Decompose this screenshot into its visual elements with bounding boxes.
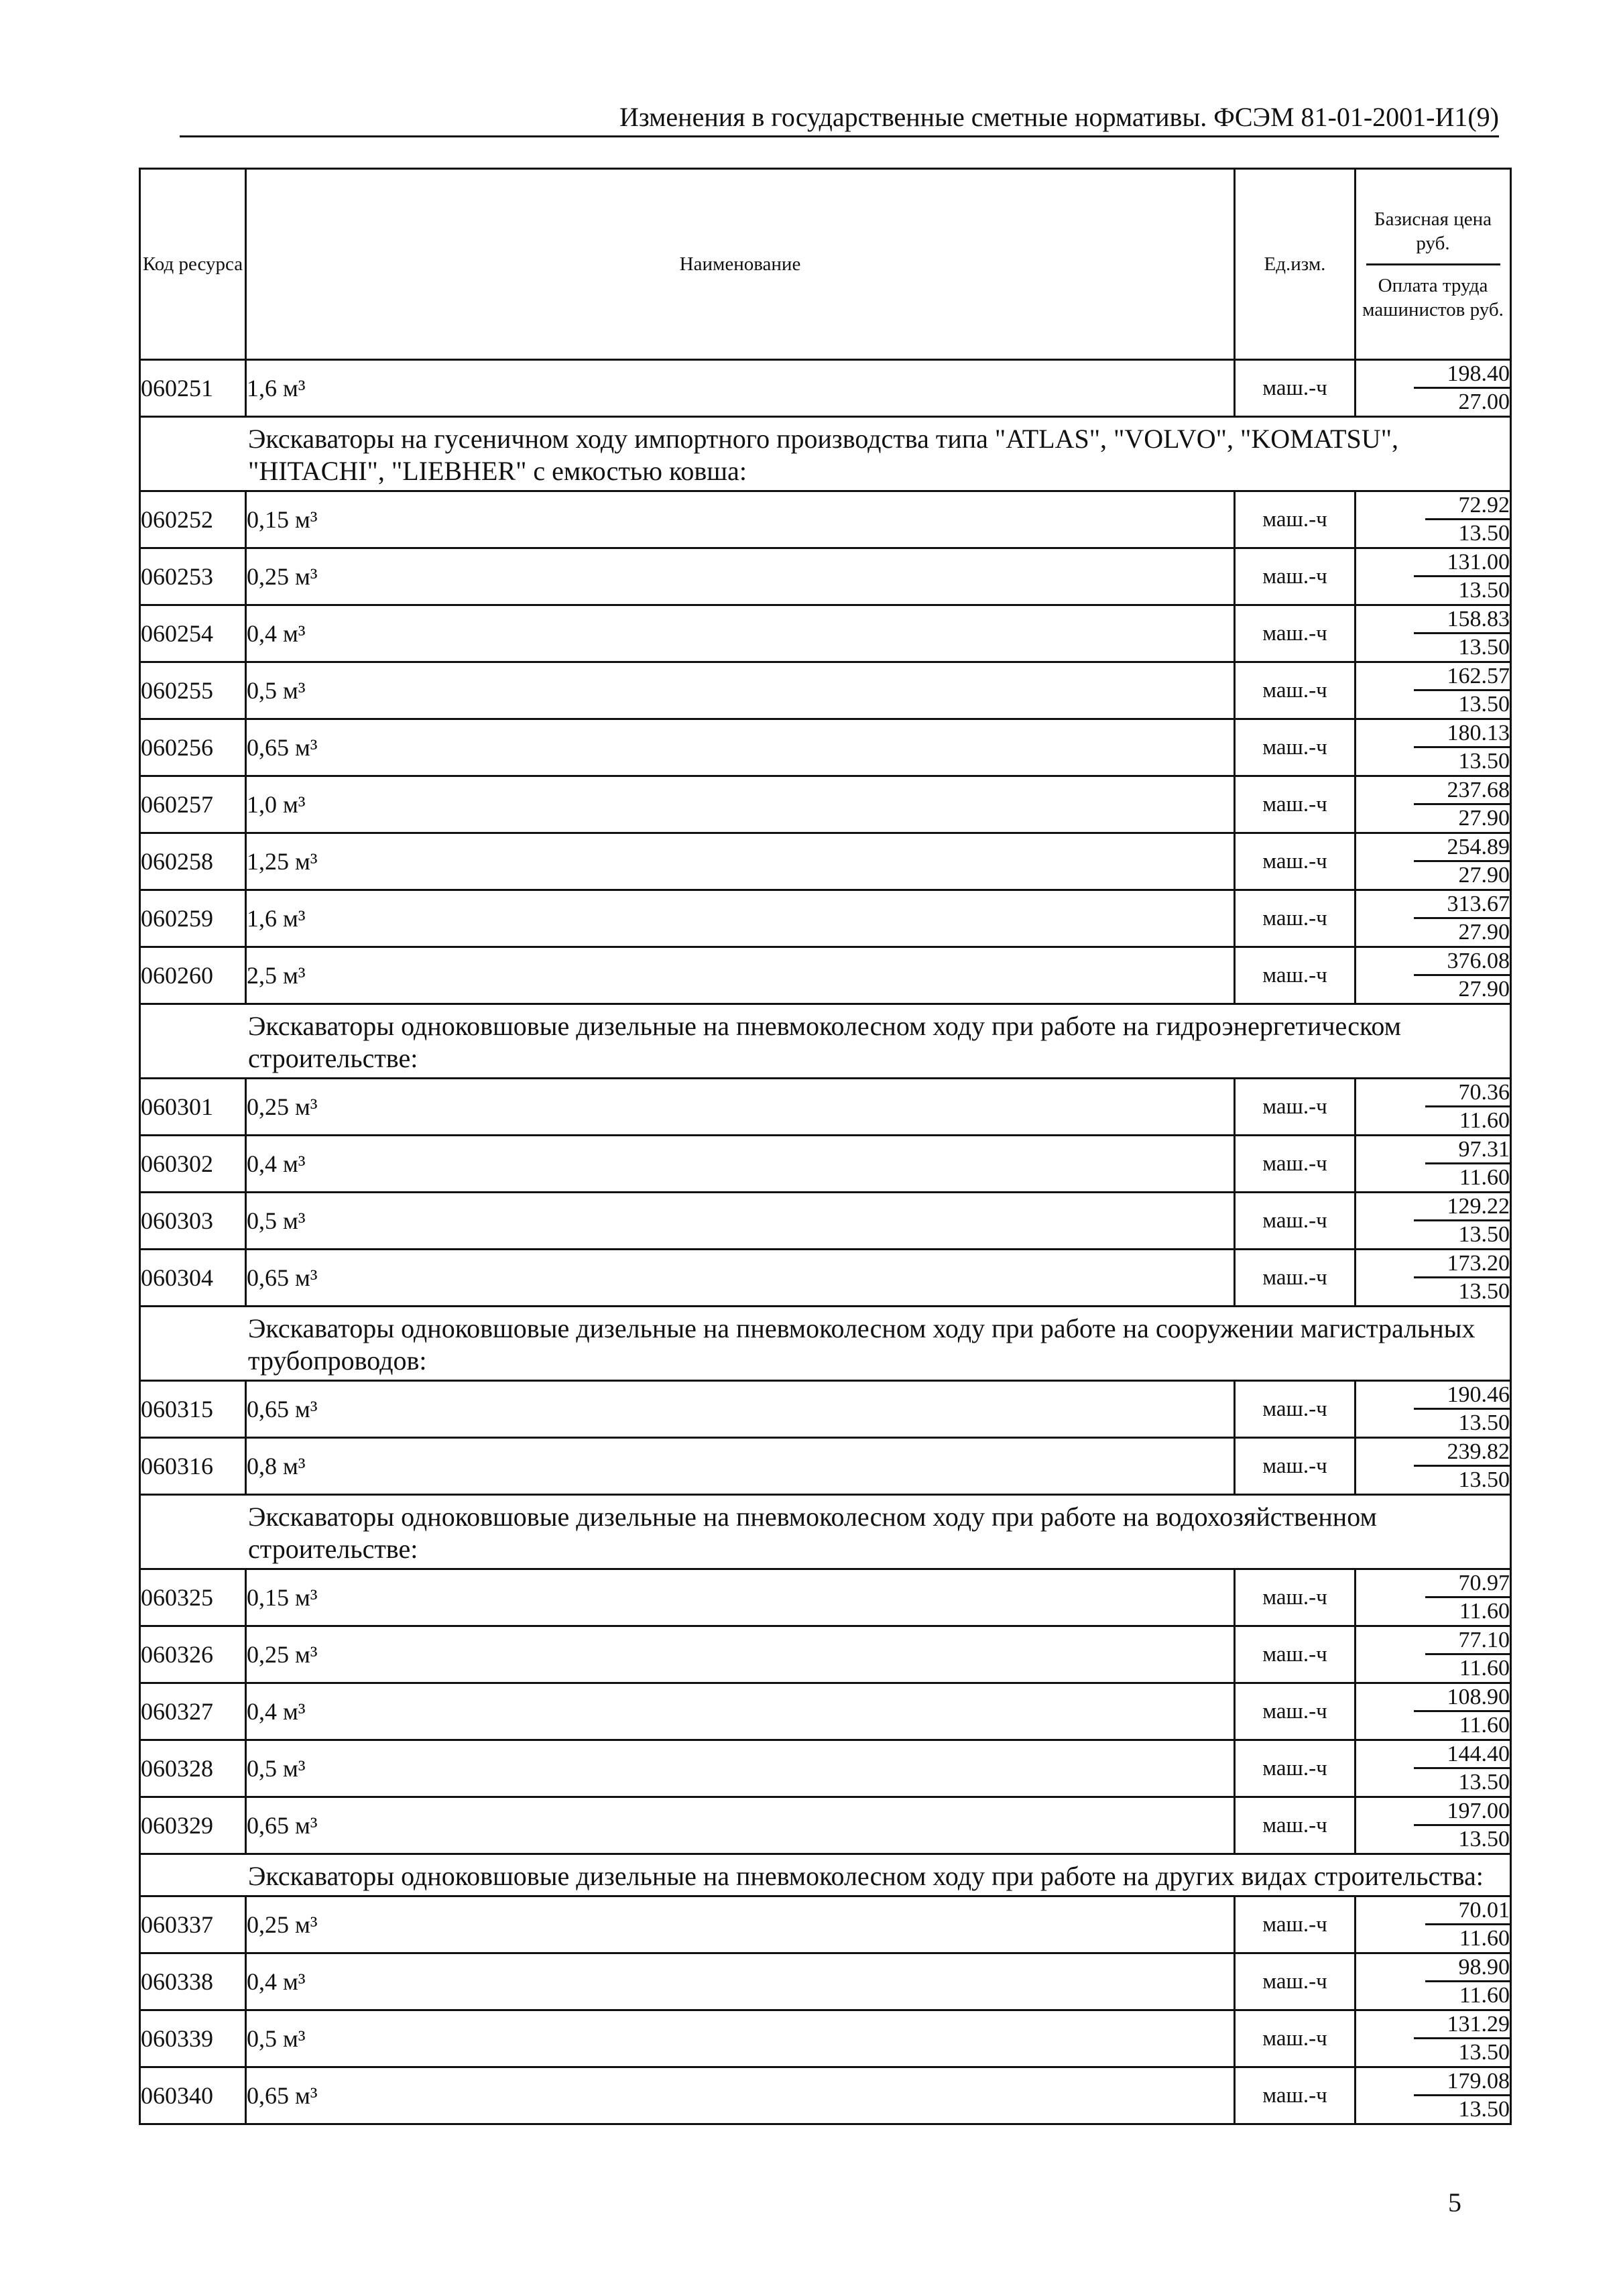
labor-cost: 13.50 [1458, 521, 1510, 546]
resource-name: 0,5 м³ [246, 1740, 1235, 1797]
labor-cost: 13.50 [1458, 749, 1510, 774]
resource-code: 060301 [140, 1079, 246, 1136]
resource-unit: маш.-ч [1235, 1136, 1356, 1193]
labor-cost: 11.60 [1459, 1108, 1510, 1133]
resource-code: 060259 [140, 890, 246, 947]
resource-name: 1,6 м³ [246, 890, 1235, 947]
resource-code: 060255 [140, 662, 246, 719]
base-price: 131.00 [1414, 550, 1510, 577]
group-heading-row [140, 1495, 1511, 1569]
resource-name: 0,4 м³ [246, 1683, 1235, 1740]
resource-unit: маш.-ч [1235, 1569, 1356, 1626]
resource-price-cell [1356, 890, 1511, 947]
resource-code: 060252 [140, 491, 246, 548]
resource-name: 1,6 м³ [246, 360, 1235, 417]
resource-unit: маш.-ч [1235, 1250, 1356, 1307]
labor-cost: 27.00 [1458, 389, 1510, 414]
labor-cost: 27.90 [1458, 863, 1510, 888]
base-price: 108.90 [1414, 1685, 1510, 1712]
resource-code: 060327 [140, 1683, 246, 1740]
resource-name: 0,4 м³ [246, 1136, 1235, 1193]
resource-name: 0,15 м³ [246, 1569, 1235, 1626]
resource-name: 0,4 м³ [246, 1953, 1235, 2010]
labor-cost: 27.90 [1458, 977, 1510, 1002]
resource-name: 0,15 м³ [246, 491, 1235, 548]
base-price: 313.67 [1414, 892, 1510, 919]
base-price: 70.01 [1425, 1898, 1510, 1925]
base-price: 237.68 [1414, 778, 1510, 805]
page-number: 5 [1448, 2187, 1461, 2218]
resource-name: 0,5 м³ [246, 1193, 1235, 1250]
table-row [140, 1797, 1511, 1854]
labor-cost: 11.60 [1459, 1713, 1510, 1738]
base-price: 198.40 [1414, 361, 1510, 389]
resource-code: 060302 [140, 1136, 246, 1193]
labor-cost: 27.90 [1458, 920, 1510, 945]
resource-code: 060328 [140, 1740, 246, 1797]
resource-unit: маш.-ч [1235, 1193, 1356, 1250]
column-header-unit: Ед.изм. [1235, 169, 1356, 360]
resource-unit: маш.-ч [1235, 1896, 1356, 1953]
column-header-labor-cost: Оплата труда машинистов руб. [1362, 274, 1504, 320]
table-row [140, 1569, 1511, 1626]
resource-code: 060316 [140, 1438, 246, 1495]
resource-name: 0,25 м³ [246, 1626, 1235, 1683]
labor-cost: 13.50 [1458, 635, 1510, 660]
resource-price-cell [1356, 1250, 1511, 1307]
column-header-name: Наименование [246, 169, 1235, 360]
resource-price-cell [1356, 1193, 1511, 1250]
base-price: 70.36 [1425, 1080, 1510, 1107]
group-heading: Экскаваторы одноковшовые дизельные на пневмоколесном ходу при работе на других видах строительства: [140, 1854, 1511, 1896]
labor-cost: 13.50 [1458, 2040, 1510, 2065]
labor-cost: 13.50 [1458, 1467, 1510, 1492]
labor-cost: 11.60 [1459, 1926, 1510, 1951]
resource-price-cell [1356, 947, 1511, 1004]
resource-code: 060340 [140, 2067, 246, 2124]
resource-code: 060315 [140, 1381, 246, 1438]
resource-price-cell [1356, 1438, 1511, 1495]
resource-code: 060253 [140, 548, 246, 605]
resource-price-cell [1356, 1797, 1511, 1854]
resource-price-cell [1356, 548, 1511, 605]
resource-unit: маш.-ч [1235, 2010, 1356, 2067]
resource-name: 0,65 м³ [246, 2067, 1235, 2124]
resource-price-cell [1356, 360, 1511, 417]
table-row [140, 776, 1511, 833]
table-row [140, 1740, 1511, 1797]
labor-cost: 13.50 [1458, 2097, 1510, 2122]
group-heading: Экскаваторы одноковшовые дизельные на пневмоколесном ходу при работе на гидроэнергетическом строительстве: [140, 1004, 1511, 1079]
group-heading: Экскаваторы на гусеничном ходу импортного производства типа "ATLAS", "VOLVO", "KOMATSU", "HITACHI", "LIEBHER" с емкостью ковша: [140, 417, 1511, 491]
resource-price-cell [1356, 2067, 1511, 2124]
resource-price-cell [1356, 1683, 1511, 1740]
labor-cost: 13.50 [1458, 1827, 1510, 1852]
resource-name: 2,5 м³ [246, 947, 1235, 1004]
resource-price-cell [1356, 1896, 1511, 1953]
labor-cost: 13.50 [1458, 1222, 1510, 1247]
resource-unit: маш.-ч [1235, 1683, 1356, 1740]
resource-code: 060304 [140, 1250, 246, 1307]
base-price: 180.13 [1414, 721, 1510, 748]
resource-code: 060338 [140, 1953, 246, 2010]
base-price: 376.08 [1414, 949, 1510, 976]
table-row [140, 1896, 1511, 1953]
resource-name: 0,65 м³ [246, 1381, 1235, 1438]
table-row [140, 1136, 1511, 1193]
group-heading-row [140, 1004, 1511, 1079]
resource-code: 060251 [140, 360, 246, 417]
resource-code: 060339 [140, 2010, 246, 2067]
base-price: 129.22 [1414, 1194, 1510, 1221]
resource-code: 060329 [140, 1797, 246, 1854]
labor-cost: 13.50 [1458, 1410, 1510, 1435]
resource-table [139, 168, 1512, 2125]
table-row [140, 890, 1511, 947]
base-price: 158.83 [1414, 607, 1510, 634]
resource-name: 0,25 м³ [246, 1079, 1235, 1136]
table-row [140, 1250, 1511, 1307]
resource-code: 060257 [140, 776, 246, 833]
resource-name: 0,65 м³ [246, 719, 1235, 776]
resource-unit: маш.-ч [1235, 776, 1356, 833]
table-row [140, 360, 1511, 417]
group-heading-row [140, 417, 1511, 491]
resource-code: 060254 [140, 605, 246, 662]
resource-name: 0,25 м³ [246, 548, 1235, 605]
labor-cost: 27.90 [1458, 806, 1510, 831]
column-header-base-price: Базисная цена руб. [1374, 208, 1492, 254]
resource-unit: маш.-ч [1235, 890, 1356, 947]
base-price: 197.00 [1414, 1799, 1510, 1826]
resource-price-cell [1356, 1626, 1511, 1683]
resource-price-cell [1356, 2010, 1511, 2067]
resource-code: 060303 [140, 1193, 246, 1250]
table-row [140, 662, 1511, 719]
labor-cost: 13.50 [1458, 578, 1510, 603]
base-price: 239.82 [1414, 1439, 1510, 1467]
resource-name: 0,8 м³ [246, 1438, 1235, 1495]
resource-code: 060256 [140, 719, 246, 776]
resource-price-cell [1356, 1569, 1511, 1626]
table-row [140, 1438, 1511, 1495]
resource-unit: маш.-ч [1235, 548, 1356, 605]
table-row [140, 2067, 1511, 2124]
resource-unit: маш.-ч [1235, 1438, 1356, 1495]
table-row [140, 491, 1511, 548]
table-row [140, 833, 1511, 890]
table-row [140, 2010, 1511, 2067]
resource-code: 060258 [140, 833, 246, 890]
resource-unit: маш.-ч [1235, 2067, 1356, 2124]
page-header [180, 101, 1499, 137]
table-row [140, 1079, 1511, 1136]
resource-code: 060326 [140, 1626, 246, 1683]
base-price: 162.57 [1414, 664, 1510, 691]
resource-code: 060325 [140, 1569, 246, 1626]
resource-price-cell [1356, 776, 1511, 833]
base-price: 97.31 [1425, 1137, 1510, 1164]
table-row [140, 1683, 1511, 1740]
base-price: 131.29 [1414, 2012, 1510, 2039]
resource-unit: маш.-ч [1235, 947, 1356, 1004]
base-price: 144.40 [1414, 1742, 1510, 1769]
resource-name: 1,25 м³ [246, 833, 1235, 890]
group-heading-row [140, 1854, 1511, 1896]
labor-cost: 11.60 [1459, 1165, 1510, 1190]
resource-code: 060260 [140, 947, 246, 1004]
resource-price-cell [1356, 833, 1511, 890]
resource-name: 0,65 м³ [246, 1797, 1235, 1854]
labor-cost: 13.50 [1458, 1279, 1510, 1304]
labor-cost: 13.50 [1458, 1770, 1510, 1795]
resource-price-cell [1356, 605, 1511, 662]
resource-code: 060337 [140, 1896, 246, 1953]
resource-unit: маш.-ч [1235, 833, 1356, 890]
resource-price-cell [1356, 719, 1511, 776]
resource-name: 0,4 м³ [246, 605, 1235, 662]
resource-unit: маш.-ч [1235, 605, 1356, 662]
group-heading: Экскаваторы одноковшовые дизельные на пневмоколесном ходу при работе на водохозяйственном строительстве: [140, 1495, 1511, 1569]
resource-name: 0,5 м³ [246, 2010, 1235, 2067]
resource-price-cell [1356, 662, 1511, 719]
resource-price-cell [1356, 1079, 1511, 1136]
resource-price-cell [1356, 1740, 1511, 1797]
resource-unit: маш.-ч [1235, 360, 1356, 417]
base-price: 77.10 [1425, 1628, 1510, 1655]
table-row [140, 947, 1511, 1004]
resource-unit: маш.-ч [1235, 662, 1356, 719]
document-title: Изменения в государственные сметные нормативы. ФСЭМ 81-01-2001-И1(9) [619, 102, 1499, 132]
table-row [140, 719, 1511, 776]
group-heading: Экскаваторы одноковшовые дизельные на пневмоколесном ходу при работе на сооружении магистральных трубопроводов: [140, 1307, 1511, 1381]
resource-name: 0,65 м³ [246, 1250, 1235, 1307]
resource-unit: маш.-ч [1235, 1626, 1356, 1683]
resource-price-cell [1356, 1381, 1511, 1438]
labor-cost: 11.60 [1459, 1983, 1510, 2008]
resource-price-cell [1356, 491, 1511, 548]
base-price: 190.46 [1414, 1382, 1510, 1410]
table-row [140, 1626, 1511, 1683]
table-row [140, 1193, 1511, 1250]
labor-cost: 11.60 [1459, 1599, 1510, 1624]
column-header-code: Код ресурса [140, 169, 246, 360]
table-row [140, 548, 1511, 605]
resource-name: 0,25 м³ [246, 1896, 1235, 1953]
base-price: 179.08 [1414, 2069, 1510, 2096]
base-price: 70.97 [1425, 1571, 1510, 1598]
resource-unit: маш.-ч [1235, 1797, 1356, 1854]
table-row [140, 1953, 1511, 2010]
column-header-price [1356, 169, 1511, 360]
table-row [140, 1381, 1511, 1438]
resource-name: 1,0 м³ [246, 776, 1235, 833]
table-row [140, 605, 1511, 662]
resource-unit: маш.-ч [1235, 1381, 1356, 1438]
resource-unit: маш.-ч [1235, 1079, 1356, 1136]
labor-cost: 13.50 [1458, 692, 1510, 717]
resource-price-cell [1356, 1136, 1511, 1193]
resource-unit: маш.-ч [1235, 1953, 1356, 2010]
resource-unit: маш.-ч [1235, 491, 1356, 548]
resource-unit: маш.-ч [1235, 1740, 1356, 1797]
resource-unit: маш.-ч [1235, 719, 1356, 776]
base-price: 254.89 [1414, 835, 1510, 862]
labor-cost: 11.60 [1459, 1656, 1510, 1681]
base-price: 98.90 [1425, 1955, 1510, 1982]
table-header-row [140, 169, 1511, 360]
resource-name: 0,5 м³ [246, 662, 1235, 719]
base-price: 72.92 [1425, 493, 1510, 520]
group-heading-row [140, 1307, 1511, 1381]
resource-price-cell [1356, 1953, 1511, 2010]
base-price: 173.20 [1414, 1251, 1510, 1278]
